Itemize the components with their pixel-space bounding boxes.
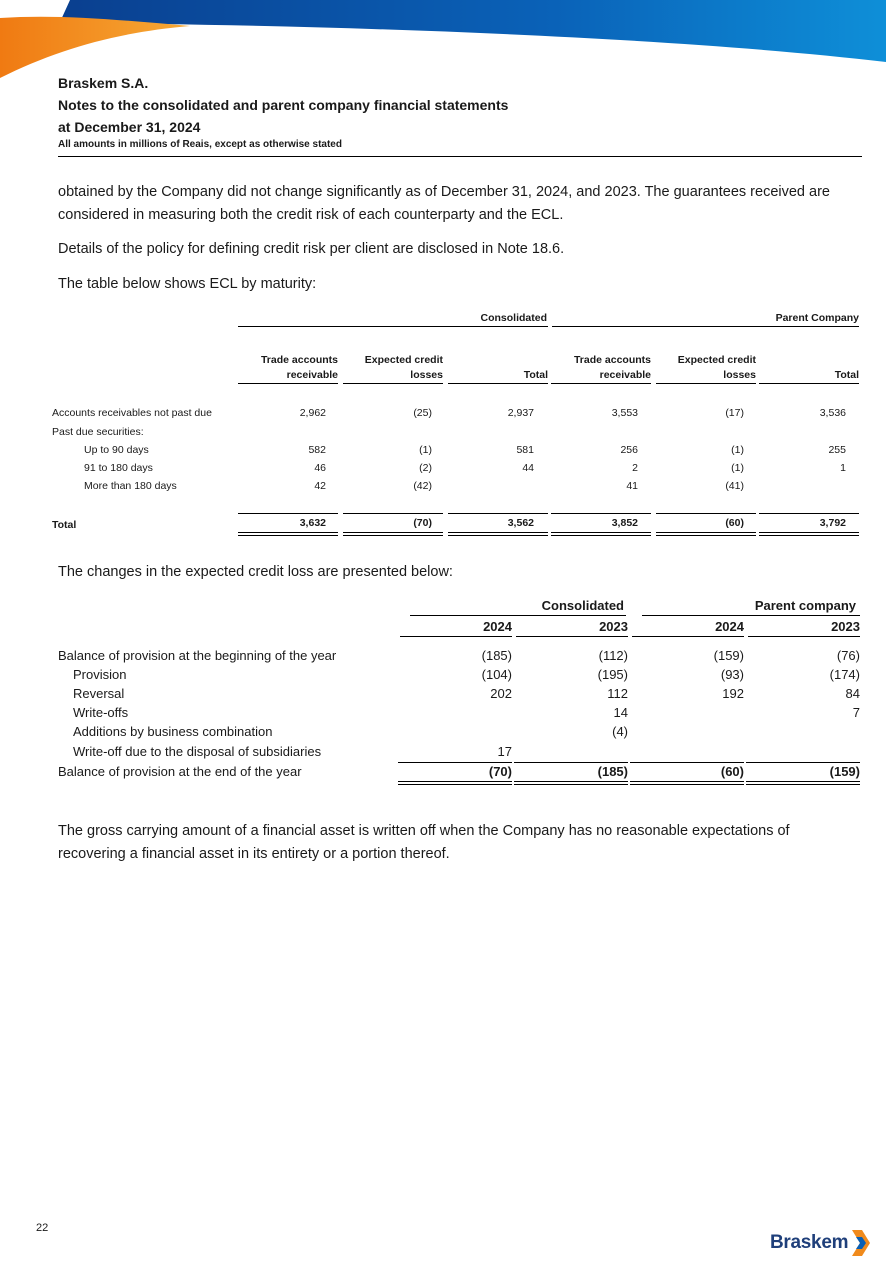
total-double-rule <box>448 532 548 536</box>
total-top-rule <box>238 513 338 514</box>
total-top-rule <box>343 513 443 514</box>
table-cell: 2,962 <box>299 407 326 419</box>
year-header: 2024 <box>483 619 512 634</box>
paragraph-ecl-intro: The table below shows ECL by maturity: <box>58 276 317 292</box>
table-cell: (2) <box>419 462 432 474</box>
group-header-parent: Parent Company <box>775 312 859 324</box>
amounts-note: All amounts in millions of Reais, except as otherwise stated <box>58 139 342 150</box>
total-top-rule <box>398 762 512 763</box>
table-cell: (41) <box>725 480 744 492</box>
table-cell: 3,536 <box>819 407 846 419</box>
row-label: Provision <box>73 667 127 682</box>
year-header: 2023 <box>831 619 860 634</box>
column-header: losses <box>410 369 443 381</box>
table-cell: 192 <box>722 686 744 701</box>
table-cell: 202 <box>490 686 512 701</box>
table-cell: 2 <box>632 462 638 474</box>
group-rule <box>238 326 548 327</box>
total-label: Balance of provision at the end of the year <box>58 764 302 779</box>
total-label: Total <box>52 519 77 531</box>
row-label: Write-off due to the disposal of subsidiaries <box>73 744 322 759</box>
row-label: Accounts receivables not past due <box>52 407 212 419</box>
column-header: Expected credit <box>364 354 443 366</box>
row-label: Reversal <box>73 686 125 701</box>
total-cell: (60) <box>720 764 744 779</box>
group-rule <box>642 615 860 616</box>
column-header: losses <box>723 369 756 381</box>
table-cell: (174) <box>829 667 860 682</box>
total-cell: (60) <box>725 517 744 529</box>
year-header-rule <box>516 636 628 637</box>
group-rule <box>552 326 859 327</box>
table-cell: 14 <box>613 705 628 720</box>
year-header-rule <box>400 636 512 637</box>
group-header-parent: Parent company <box>754 598 856 613</box>
column-header-rule <box>238 383 338 384</box>
table-cell: (1) <box>731 444 744 456</box>
total-double-rule <box>343 532 443 536</box>
total-top-rule <box>656 513 756 514</box>
column-header-rule <box>343 383 443 384</box>
table-cell: 46 <box>314 462 326 474</box>
row-label: Past due securities: <box>52 426 144 438</box>
table-cell: (42) <box>413 480 432 492</box>
column-header: Total <box>523 369 548 381</box>
table-cell: 44 <box>522 462 534 474</box>
year-header-rule <box>748 636 860 637</box>
year-header-rule <box>632 636 744 637</box>
total-top-rule <box>514 762 628 763</box>
total-double-rule <box>238 532 338 536</box>
table-cell: 41 <box>626 480 638 492</box>
table-cell: 582 <box>308 444 326 456</box>
row-label: Balance of provision at the beginning of the year <box>58 648 337 663</box>
table-cell: 255 <box>828 444 846 456</box>
column-header: Trade accounts <box>573 354 651 366</box>
total-double-rule <box>398 781 512 785</box>
total-double-rule <box>759 532 859 536</box>
column-header: Trade accounts <box>260 354 338 366</box>
total-top-rule <box>551 513 651 514</box>
table-cell: (185) <box>481 648 512 663</box>
total-top-rule <box>759 513 859 514</box>
row-label: Up to 90 days <box>84 444 149 456</box>
column-header: receivable <box>599 369 651 381</box>
group-rule <box>410 615 626 616</box>
table-cell: (1) <box>731 462 744 474</box>
table-cell: 7 <box>852 705 860 720</box>
column-header-rule <box>759 383 859 384</box>
table-cell: 3,553 <box>611 407 638 419</box>
total-cell: 3,852 <box>611 517 638 529</box>
table-cell: (104) <box>481 667 512 682</box>
total-cell: 3,562 <box>507 517 534 529</box>
header-rule <box>58 156 862 157</box>
total-double-rule <box>656 532 756 536</box>
table-cell: (4) <box>612 724 628 739</box>
table-cell: 112 <box>607 686 628 701</box>
company-name: Braskem S.A. <box>58 75 149 91</box>
column-header-rule <box>448 383 548 384</box>
total-double-rule <box>746 781 860 785</box>
total-top-rule <box>448 513 548 514</box>
table-cell: 17 <box>497 744 512 759</box>
logo-chevron-icon <box>850 1228 872 1258</box>
group-header-consolidated: Consolidated <box>480 312 547 324</box>
logo-wordmark: Braskem <box>770 1232 849 1253</box>
table-cell: 84 <box>845 686 860 701</box>
report-date: at December 31, 2024 <box>58 119 201 135</box>
total-cell: (70) <box>413 517 432 529</box>
table-cell: (25) <box>413 407 432 419</box>
paragraph-changes-intro: The changes in the expected credit loss are presented below: <box>58 564 453 580</box>
table-cell: (1) <box>419 444 432 456</box>
column-header-rule <box>551 383 651 384</box>
total-cell: (70) <box>488 764 512 779</box>
total-cell: 3,632 <box>299 517 326 529</box>
row-label: More than 180 days <box>84 480 177 492</box>
table-cell: (17) <box>725 407 744 419</box>
column-header-rule <box>656 383 756 384</box>
paragraph-credit-policy: Details of the policy for defining credit risk per client are disclosed in Note 18.6. <box>58 241 565 257</box>
page-number: 22 <box>36 1222 49 1234</box>
total-double-rule <box>514 781 628 785</box>
table-cell: (112) <box>598 648 628 663</box>
row-label: Additions by business combination <box>73 724 273 739</box>
group-header-consolidated: Consolidated <box>541 598 624 613</box>
total-top-rule <box>630 762 744 763</box>
year-header: 2024 <box>715 619 744 634</box>
table-cell: (76) <box>836 648 860 663</box>
document-subtitle: Notes to the consolidated and parent company financial statements <box>58 97 509 113</box>
row-label: Write-offs <box>73 705 129 720</box>
column-header: receivable <box>286 369 338 381</box>
table-cell: (93) <box>720 667 744 682</box>
column-header: Expected credit <box>677 354 756 366</box>
table-cell: 1 <box>840 462 846 474</box>
table-cell: 42 <box>314 480 326 492</box>
header-banner <box>0 0 886 80</box>
column-header: Total <box>834 369 859 381</box>
total-cell: 3,792 <box>819 517 846 529</box>
total-cell: (185) <box>597 764 628 779</box>
total-double-rule <box>630 781 744 785</box>
braskem-logo <box>770 1228 872 1258</box>
table-cell: 256 <box>620 444 638 456</box>
table-cell: (195) <box>597 667 628 682</box>
row-label: 91 to 180 days <box>84 462 153 474</box>
paragraph-guarantees: obtained by the Company did not change significantly as of December 31, 2024, and 2023. The guarantees received are considered in measuring both the credit risk of each counterparty and the ECL. <box>58 184 830 223</box>
document-header <box>58 72 862 157</box>
table-cell: 2,937 <box>507 407 534 419</box>
total-cell: (159) <box>829 764 860 779</box>
total-double-rule <box>551 532 651 536</box>
table-cell: (159) <box>713 648 744 663</box>
table-cell: 581 <box>516 444 534 456</box>
total-top-rule <box>746 762 860 763</box>
year-header: 2023 <box>599 619 628 634</box>
paragraph-write-off-policy: The gross carrying amount of a financial asset is written off when the Company has no reasonable expectations of recovering a financial asset in its entirety or a portion thereof. <box>58 823 790 862</box>
